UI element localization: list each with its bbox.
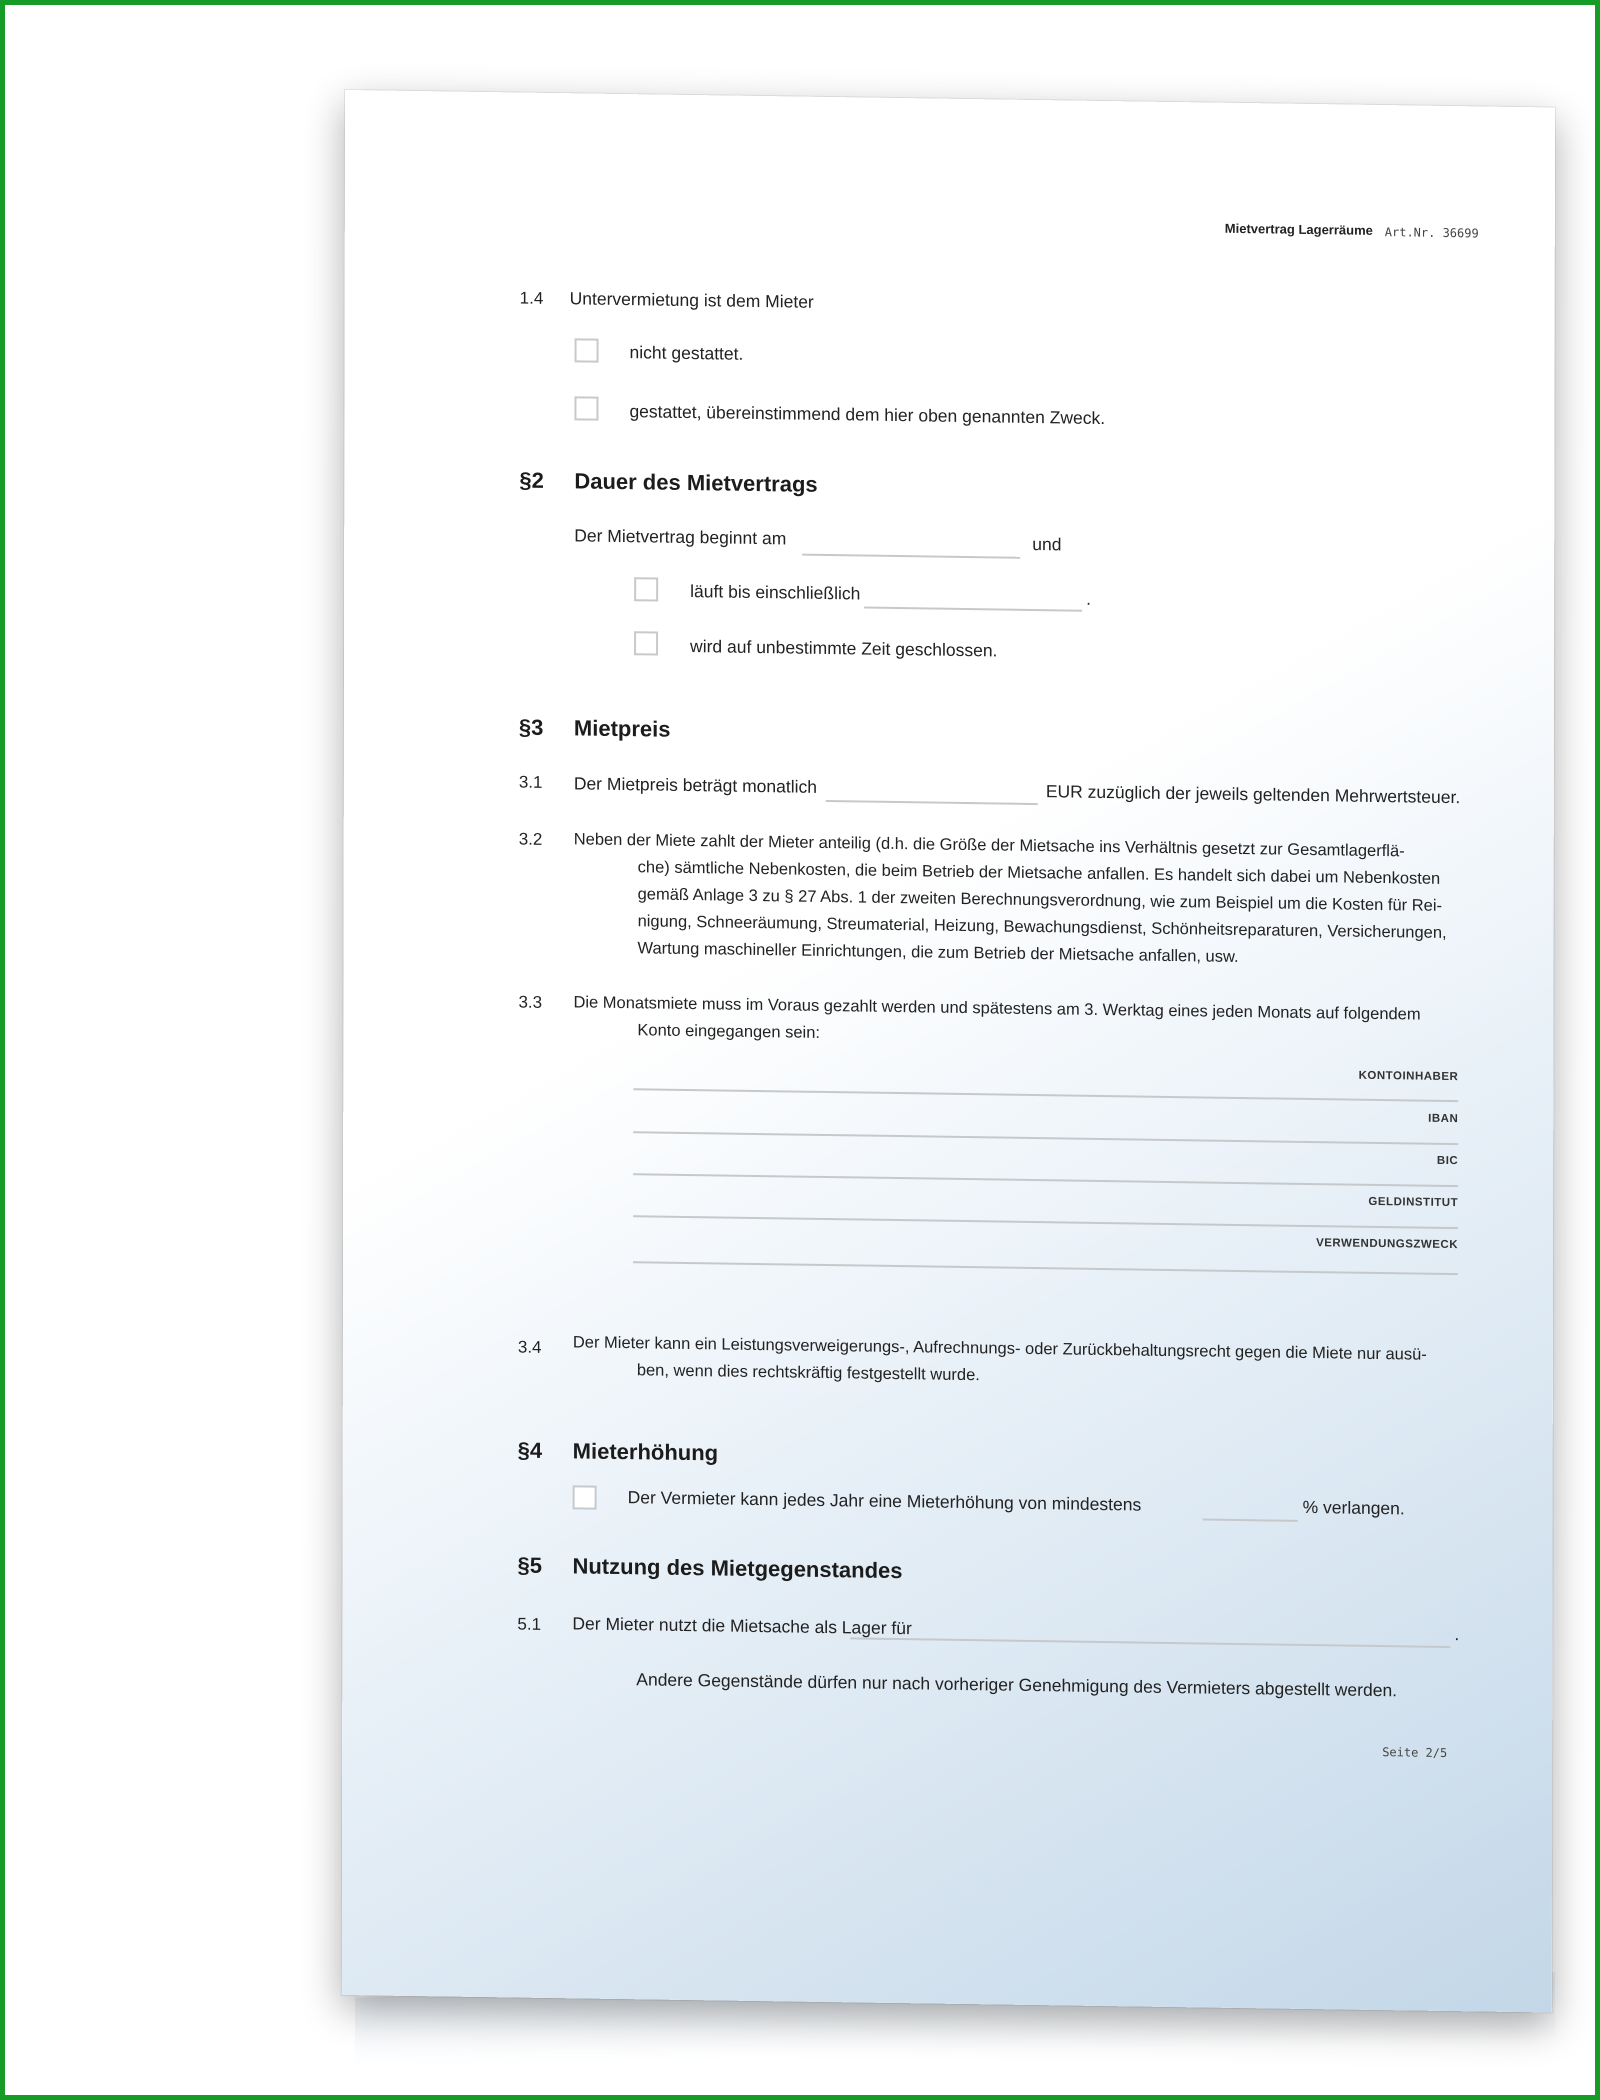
section-4-number: §4 [517,1437,543,1463]
storage-purpose-period: . [1454,1624,1460,1645]
clause-3-3-line: Konto eingegangen sein: [637,1021,821,1042]
clause-5-1-text: Der Mieter nutzt die Mietsache als Lager für [572,1613,912,1639]
clause-3-3-number: 3.3 [518,992,543,1012]
clause-5-1-number: 5.1 [517,1614,542,1634]
label-account-holder: KONTOINHABER [1358,1069,1459,1084]
clause-3-2-line: che) sämtliche Nebenkosten, die beim Betrieb der Mietsache anfallen. Es handelt sich dabei um Nebenkosten [637,858,1441,888]
option-sublet-allowed: gestattet, übereinstimmend dem hier oben genannten Zweck. [629,401,1106,429]
checkbox-sublet-allowed[interactable] [574,396,598,420]
section-2-number: §2 [519,467,544,493]
clause-3-2-text [574,826,1454,974]
clause-3-3-text [573,989,1453,1056]
end-date-field[interactable] [864,607,1082,612]
clause-1-4-number: 1.4 [519,288,544,308]
section-2-heading: Dauer des Mietvertrags [574,468,818,497]
account-holder-field[interactable] [633,1088,1458,1102]
rent-increase-text: Der Vermieter kann jedes Jahr eine Mieterhöhung von mindestens [627,1487,1142,1515]
header-title: Mietvertrag Lagerräume [1224,220,1373,238]
clause-3-3-line: Die Monatsmiete muss im Voraus gezahlt werden und spätestens am 3. Werktag eines jeden Monats auf folgendem [573,993,1421,1024]
start-date-field[interactable] [802,554,1020,559]
clause-5-1-approval-text: Andere Gegenstände dürfen nur nach vorheriger Genehmigung des Vermieters abgestellt werden. [636,1669,1398,1701]
header-article-number: Art.Nr. 36699 [1384,225,1479,241]
label-iban: IBAN [1428,1112,1459,1126]
contract-begins-and: und [1032,533,1062,555]
clause-3-1-suffix: EUR zuzüglich der jeweils geltenden Mehrwertsteuer. [1045,781,1461,808]
section-3-heading: Mietpreis [573,715,671,742]
option-fixed-term: läuft bis einschließlich [690,581,861,604]
bic-field[interactable] [633,1173,1458,1187]
checkbox-fixed-term[interactable] [634,577,658,601]
clause-3-2-line: Neben der Miete zahlt der Mieter anteilig (d.h. die Größe der Mietsache ins Verhältnis gesetzt zur Gesamtlagerflä- [573,830,1405,861]
monthly-rent-field[interactable] [826,800,1038,805]
payment-reference-field[interactable] [633,1261,1458,1275]
rent-increase-suffix: % verlangen. [1302,1496,1405,1519]
option-indefinite-term: wird auf unbestimmte Zeit geschlossen. [690,636,998,661]
section-3-number: §3 [518,714,544,740]
clause-3-4-text [573,1329,1453,1396]
section-5-number: §5 [517,1552,543,1578]
clause-3-2-line: nigung, Schneeräumung, Streumaterial, Heizung, Bewachungsdienst, Schönheitsreparaturen, Versicherungen, [637,912,1447,942]
end-date-period: . [1086,588,1092,609]
option-sublet-not-allowed: nicht gestattet. [629,342,744,364]
clause-3-4-line: Der Mieter kann ein Leistungsverweigerungs-, Aufrechnungs- oder Zurückbehaltungsrecht gegen die Miete nur ausü- [572,1333,1427,1364]
iban-field[interactable] [633,1131,1458,1145]
clause-3-2-line: Wartung maschineller Einrichtungen, die zum Betrieb der Mietsache anfallen, usw. [637,939,1239,966]
section-5-heading: Nutzung des Mietgegenstandes [572,1553,903,1584]
clause-1-4-text: Untervermietung ist dem Mieter [569,288,814,312]
checkbox-sublet-not-allowed[interactable] [575,338,599,362]
clause-3-4-line: ben, wenn dies rechtskräftig festgestellt wurde. [636,1361,980,1385]
clause-3-2-number: 3.2 [518,829,543,849]
label-bank-name: GELDINSTITUT [1368,1195,1459,1210]
label-bic: BIC [1436,1154,1459,1168]
clause-3-1-number: 3.1 [518,772,543,792]
rent-increase-percent-field[interactable] [1203,1518,1298,1521]
section-4-heading: Mieterhöhung [572,1438,719,1466]
page-number: Seite 2/5 [1382,1745,1448,1761]
document-page [342,90,1555,2013]
bank-name-field[interactable] [633,1215,1458,1229]
clause-3-4-number: 3.4 [517,1337,542,1357]
storage-purpose-field[interactable] [850,1637,1450,1648]
checkbox-rent-increase[interactable] [573,1485,597,1509]
clause-3-1-text: Der Mietpreis beträgt monatlich [573,773,818,797]
contract-begins-text: Der Mietvertrag beginnt am [574,525,787,549]
clause-3-2-line: gemäß Anlage 3 zu § 27 Abs. 1 der zweiten Berechnungsverordnung, wie zum Beispiel um die Kosten für Rei- [637,885,1443,915]
checkbox-indefinite-term[interactable] [634,631,658,655]
label-payment-reference: VERWENDUNGSZWECK [1316,1237,1459,1252]
